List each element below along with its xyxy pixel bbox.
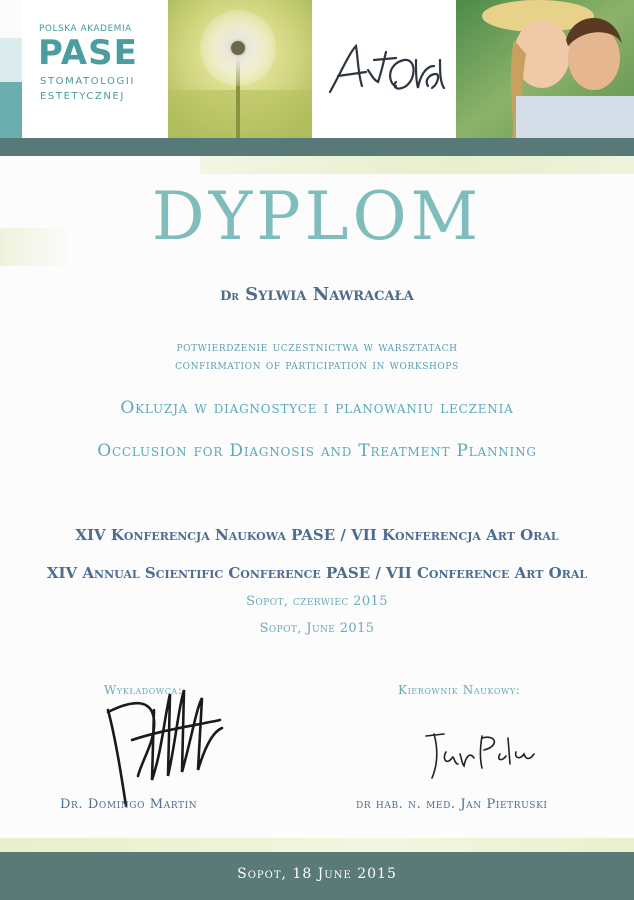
top-band-accent	[200, 156, 634, 174]
lecturer-label: Wykładowca:	[104, 683, 183, 697]
header-banner	[0, 0, 634, 140]
recipient	[0, 284, 634, 305]
decorative-strip	[0, 82, 22, 138]
place-date-pl: Sopot, czerwiec 2015	[246, 594, 388, 609]
pase-logo	[22, 0, 168, 138]
workshop-title-pl: Okluzja w diagnostyce i planowaniu leczenia	[120, 398, 514, 418]
lecturer-name: Dr. Domingo Martin	[60, 797, 198, 812]
director-label: Kierownik Naukowy:	[398, 683, 521, 697]
logo-line-2: ESTETYCZNEJ	[40, 91, 125, 102]
confirmation-pl: potwierdzenie uczestnictwa w warsztatach	[176, 340, 458, 355]
lecturer-signature	[92, 680, 232, 810]
conference-pl: XIV Konferencja Naukowa PASE / VII Konferencja Art Oral	[75, 526, 559, 544]
conference-en: XIV Annual Scientific Conference PASE / VII Conference Art Oral	[46, 564, 588, 582]
couple-photo	[456, 0, 634, 138]
confirmation-en: confirmation of participation in workshops	[175, 358, 459, 373]
place-date-en: Sopot, June 2015	[259, 621, 375, 636]
certificate-title: DYPLOM	[151, 178, 483, 255]
dandelion-photo	[168, 0, 312, 138]
logo-top-line: POLSKA AKADEMIA	[39, 24, 132, 34]
footer-place-date: Sopot, 18 June 2015	[237, 866, 397, 882]
logo-line-1: STOMATOLOGII	[40, 76, 135, 87]
logo-brand: PASE	[38, 33, 138, 73]
top-band	[0, 138, 634, 156]
recipient-name: Sylwia Nawracała	[245, 284, 414, 305]
bottom-band-accent	[0, 838, 634, 852]
recipient-prefix: Dr	[220, 289, 239, 304]
workshop-title-en: Occlusion for Diagnosis and Treatment Planning	[97, 441, 537, 461]
art-oral-logo	[312, 0, 456, 138]
director-signature	[420, 724, 540, 782]
art-oral-signature-logo	[312, 0, 456, 138]
director-name: dr hab. n. med. Jan Pietruski	[356, 797, 548, 812]
decorative-strip	[0, 38, 22, 82]
